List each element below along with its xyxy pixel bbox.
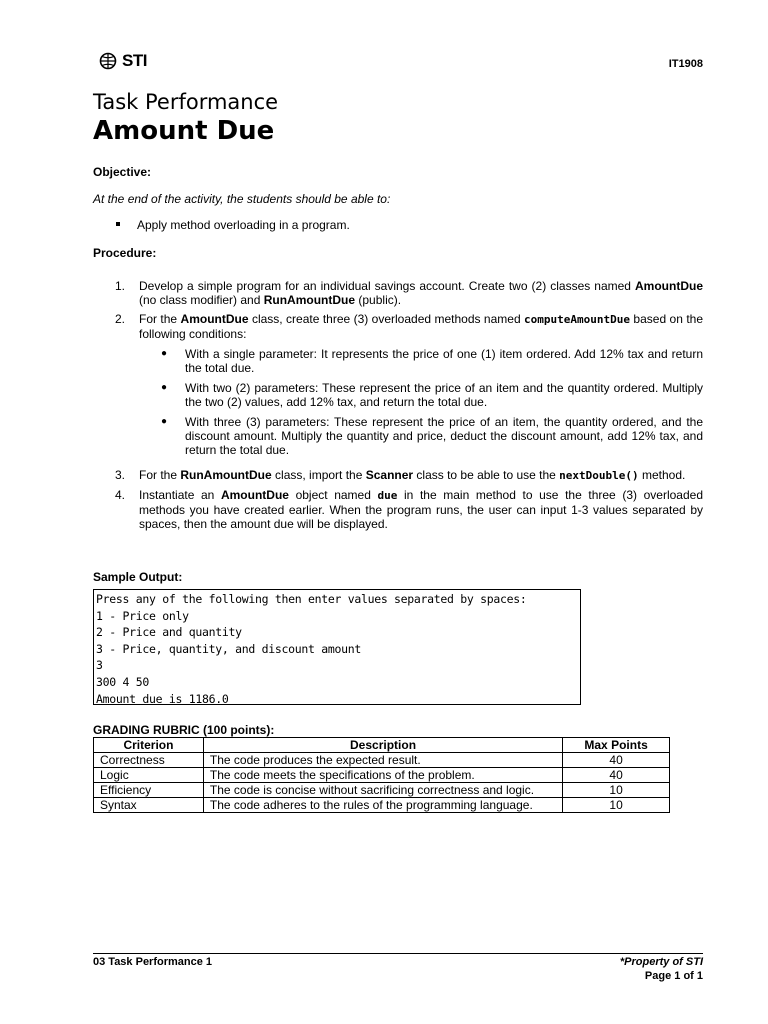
criterion-cell: Correctness	[94, 753, 204, 768]
console-line: 3	[96, 658, 103, 673]
console-line: 1 - Price only	[96, 608, 189, 623]
description-cell: The code meets the specifications of the problem.	[203, 768, 562, 783]
step-text-part: class, import the	[271, 468, 366, 482]
step-text-part: in the main method to use the three (3) overloaded methods you have created earlier. When the program runs, the user can input 1-3 values separated by spaces, then the amount due will be displayed.	[139, 488, 704, 531]
console-line: Amount due is 1186.0	[96, 691, 229, 706]
condition-text: With two (2) parameters: These represent the price of an item and the quantity ordered. Multiply the two (2) values, add 12% tax, and return the total due.	[185, 381, 703, 409]
step-text-part: object named	[288, 488, 378, 502]
bullet-icon: ●	[161, 416, 168, 427]
step-number: 2.	[115, 312, 126, 326]
description-cell: The code produces the expected result.	[203, 753, 562, 768]
sample-output-heading: Sample Output:	[93, 570, 183, 584]
class-name: AmountDue	[180, 312, 249, 326]
step-text	[139, 488, 703, 531]
step-text-part: Develop a simple program for an individual savings account. Create two (2) classes named	[139, 279, 635, 293]
footer-document-label: 03 Task Performance 1	[93, 956, 213, 968]
objective-bullet-text: Apply method overloading in a program.	[137, 218, 350, 232]
procedure-steps	[93, 279, 703, 536]
step-text-part: based on the following conditions:	[139, 312, 704, 341]
step-text-part: class, create three (3) overloaded methods named	[248, 312, 525, 326]
table-row	[94, 753, 670, 768]
objective-heading: Objective:	[93, 165, 152, 179]
procedure-step-1	[93, 279, 703, 307]
sti-globe-icon	[97, 52, 119, 70]
objective-bullet	[116, 218, 350, 232]
class-name: RunAmountDue	[263, 293, 356, 307]
step-text	[139, 468, 703, 483]
method-name: nextDouble()	[559, 469, 639, 482]
procedure-step-3	[93, 468, 703, 483]
footer-property-note: *Property of STI	[619, 956, 703, 968]
criterion-cell: Logic	[94, 768, 204, 783]
document-type: Task Performance	[93, 90, 279, 114]
points-cell: 10	[563, 783, 670, 798]
step-number: 3.	[115, 468, 126, 482]
step-number: 4.	[115, 488, 126, 502]
condition-item	[139, 415, 703, 457]
square-bullet-icon	[116, 222, 120, 226]
step-text-part: (public).	[355, 293, 402, 307]
step-text-part: For the	[139, 312, 181, 326]
column-header: Criterion	[94, 738, 204, 753]
footer-divider	[93, 953, 703, 954]
step-text	[139, 279, 703, 307]
step-text-part: Instantiate an	[139, 488, 221, 502]
console-line: Press any of the following then enter values separated by spaces:	[96, 592, 527, 606]
step-text	[139, 312, 703, 463]
document-code: IT1908	[668, 58, 703, 70]
procedure-heading: Procedure:	[93, 246, 157, 260]
description-cell: The code is concise without sacrificing correctness and logic.	[203, 783, 562, 798]
condition-text: With a single parameter: It represents the price of one (1) item ordered. Add 12% tax and return the total due.	[185, 347, 703, 375]
bullet-icon: ●	[161, 348, 168, 359]
class-name: RunAmountDue	[180, 468, 272, 482]
class-name: AmountDue	[635, 279, 703, 293]
method-name: computeAmountDue	[524, 313, 631, 326]
sti-logo	[97, 51, 147, 71]
procedure-step-4	[93, 488, 703, 531]
points-cell: 10	[563, 798, 670, 813]
step-text-part: method.	[638, 468, 686, 482]
criterion-cell: Efficiency	[94, 783, 204, 798]
step-text-part: class to be able to use the	[413, 468, 560, 482]
document-title: Amount Due	[93, 116, 275, 146]
table-row	[94, 768, 670, 783]
footer-page-number: Page 1 of 1	[644, 970, 703, 982]
step-text-part: For the	[139, 468, 181, 482]
grading-rubric-table	[93, 737, 670, 813]
step-number: 1.	[115, 279, 126, 293]
rubric-heading: GRADING RUBRIC (100 points):	[93, 723, 275, 737]
bullet-icon: ●	[161, 382, 168, 393]
table-row	[94, 783, 670, 798]
points-cell: 40	[563, 753, 670, 768]
console-line: 2 - Price and quantity	[96, 625, 242, 640]
object-name: due	[377, 489, 398, 502]
description-cell: The code adheres to the rules of the programming language.	[203, 798, 562, 813]
condition-item	[139, 381, 703, 409]
logo-text: STI	[122, 51, 147, 70]
condition-item	[139, 347, 703, 375]
points-cell: 40	[563, 768, 670, 783]
criterion-cell: Syntax	[94, 798, 204, 813]
step-text-part: (no class modifier) and	[139, 293, 264, 307]
console-line: 3 - Price, quantity, and discount amount	[96, 641, 361, 656]
condition-text: With three (3) parameters: These represent the price of an item, the quantity ordered, and the discount amount. Multiply the quantity and price, deduct the discount amount, add 12% tax, and return the total due.	[185, 415, 703, 457]
table-row	[94, 798, 670, 813]
class-name: AmountDue	[220, 488, 289, 502]
procedure-step-2	[93, 312, 703, 463]
class-name: Scanner	[365, 468, 414, 482]
objective-intro: At the end of the activity, the students should be able to:	[93, 192, 391, 206]
column-header: Description	[203, 738, 562, 753]
column-header: Max Points	[563, 738, 670, 753]
table-header-row	[94, 738, 670, 753]
sample-output-console	[93, 589, 581, 705]
console-line: 300 4 50	[96, 674, 149, 689]
